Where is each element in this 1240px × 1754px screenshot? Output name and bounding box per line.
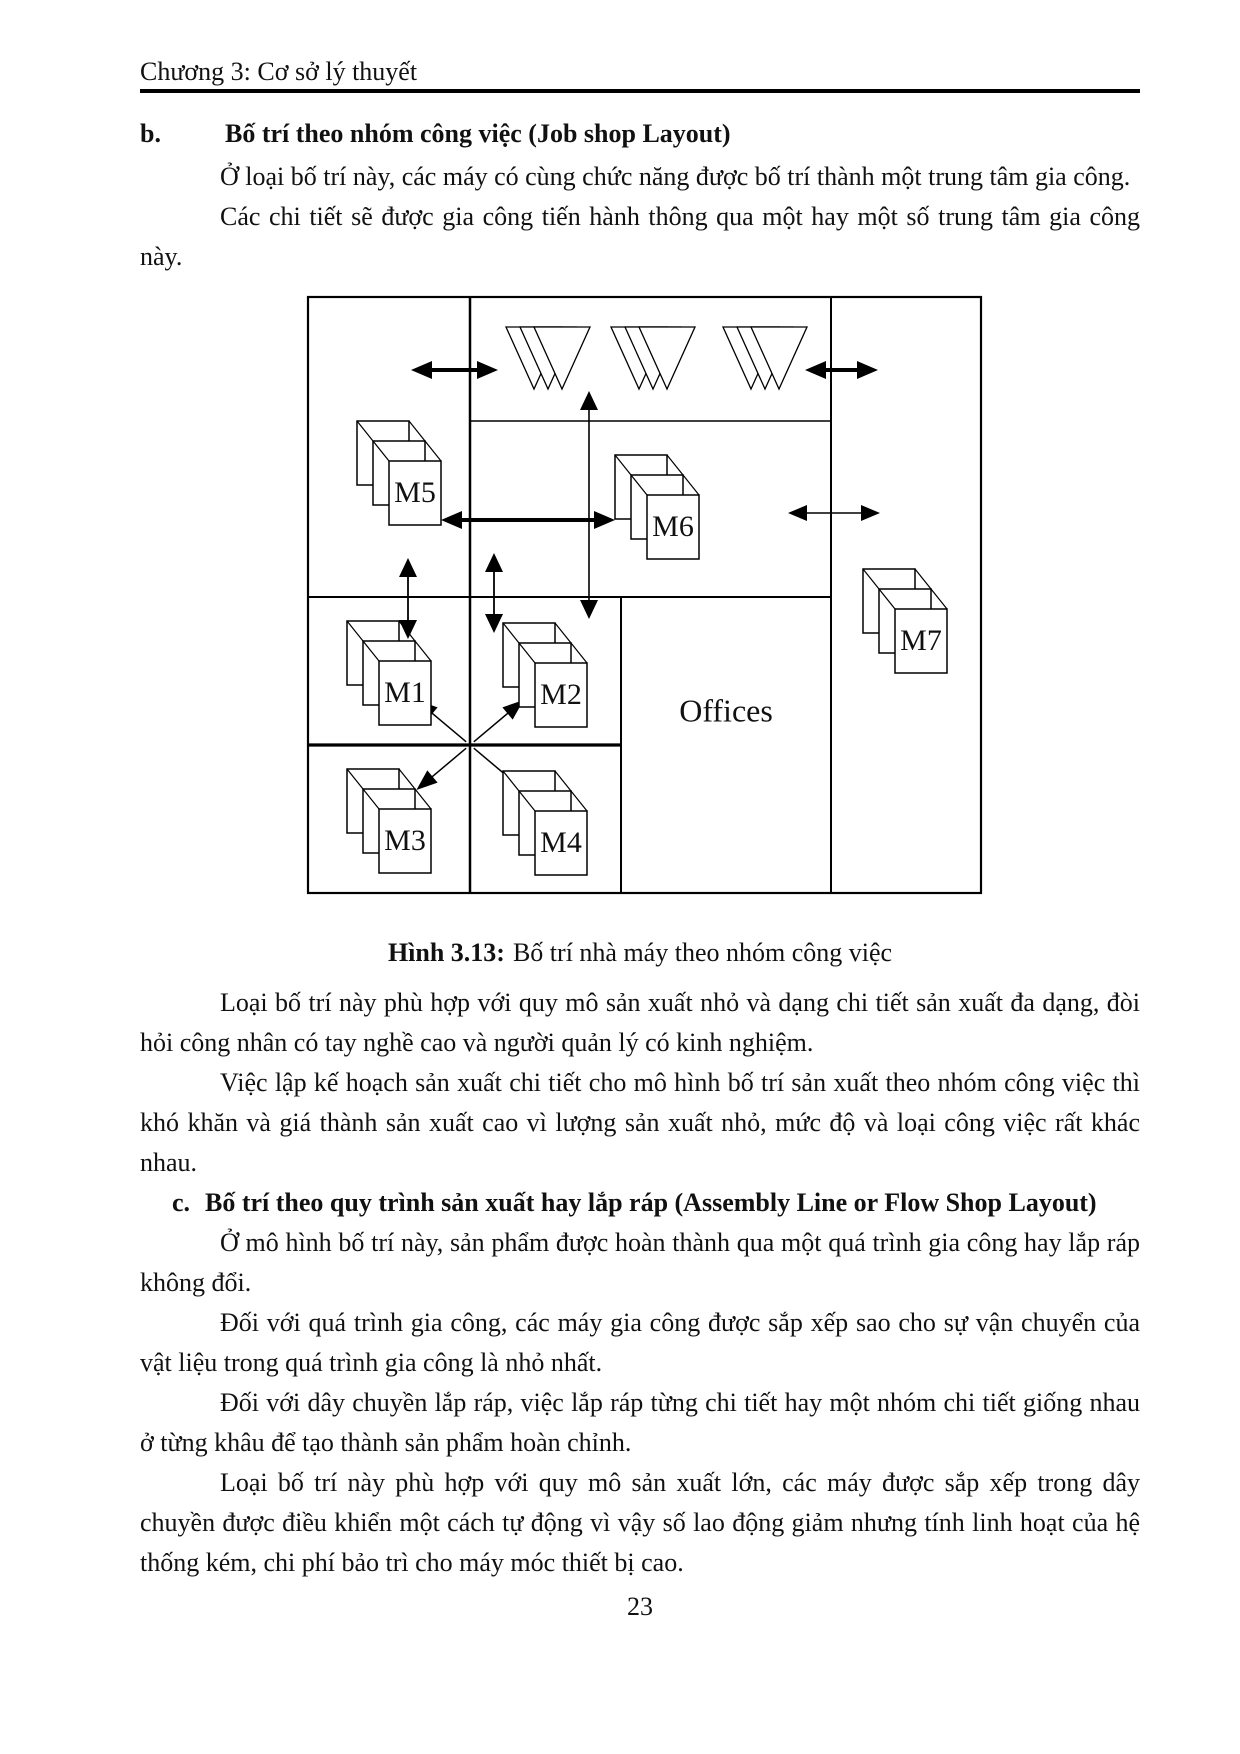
- machine-label-m2: M2: [540, 677, 582, 711]
- figure-caption: [140, 933, 1140, 973]
- figure-3-13: [305, 295, 985, 895]
- machine-label-m6: M6: [652, 509, 694, 543]
- machine-icon-m3: [347, 769, 431, 873]
- paragraph: Loại bố trí này phù hợp với quy mô sản xuất nhỏ và dạng chi tiết sản xuất đa dạng, đòi hỏi công nhân có tay nghề cao và người quản lý có kinh nghiệm.: [140, 988, 1140, 1057]
- paragraph: Đối với quá trình gia công, các máy gia công được sắp xếp sao cho sự vận chuyển của vật liệu trong quá trình gia công là nhỏ nhất.: [140, 1308, 1140, 1377]
- paragraph: Đối với dây chuyền lắp ráp, việc lắp ráp từng chi tiết hay một nhóm chi tiết giống nhau ở từng khâu để tạo thành sản phẩm hoàn chỉnh.: [140, 1388, 1140, 1457]
- section-c-heading: [140, 1183, 1140, 1223]
- paragraph: Loại bố trí này phù hợp với quy mô sản xuất lớn, các máy được sắp xếp trong dây chuyền được điều khiển một cách tự động vì vậy số lao động giảm nhưng tính linh hoạt của hệ thống kém, chi phí bảo trì cho máy móc thiết bị cao.: [140, 1468, 1140, 1577]
- figure-caption-label: Hình 3.13:: [387, 938, 505, 967]
- machine-icon-m1: [347, 621, 431, 725]
- arrow-m5-m1: [399, 558, 417, 639]
- paragraph: Các chi tiết sẽ được gia công tiến hành thông qua một hay một số trung tâm gia công này.: [140, 202, 1140, 271]
- storage-rack-icon: [611, 327, 695, 389]
- running-header: Chương 3: Cơ sở lý thuyết: [140, 57, 418, 86]
- machine-icon-m6: [615, 455, 699, 559]
- machine-label-m4: M4: [540, 825, 582, 859]
- storage-rack-icon: [506, 327, 590, 389]
- paragraph: Ở loại bố trí này, các máy có cùng chức năng được bố trí thành một trung tâm gia công.: [220, 162, 1131, 191]
- section-b-heading: [140, 117, 1140, 151]
- machine-icon-m7: [863, 569, 947, 673]
- machine-label-m1: M1: [384, 675, 426, 709]
- page-number: 23: [627, 1592, 653, 1621]
- figure-caption-text: Bố trí nhà máy theo nhóm công việc: [512, 938, 893, 967]
- header-rule: [140, 89, 1140, 93]
- machine-label-m7: M7: [900, 623, 942, 657]
- machine-label-m5: M5: [394, 475, 436, 509]
- factory-layout-diagram: [305, 295, 985, 895]
- entry-arrow-right: [805, 361, 878, 379]
- machine-icon-m5: [357, 421, 441, 525]
- machine-label-m3: M3: [384, 823, 426, 857]
- arrow-band-m2: [485, 553, 503, 633]
- section-c-marker: c.: [172, 1188, 191, 1217]
- paragraph: Ở mô hình bố trí này, sản phẩm được hoàn thành qua một quá trình gia công hay lắp ráp không đổi.: [140, 1228, 1140, 1297]
- storage-rack-icons: [506, 327, 807, 389]
- cross-arrow-lower-left: [411, 742, 471, 796]
- machine-icons-layer: [347, 421, 947, 875]
- storage-rack-icon: [723, 327, 807, 389]
- paragraph: Việc lập kế hoạch sản xuất chi tiết cho mô hình bố trí sản xuất theo nhóm công việc thì khó khăn và giá thành sản xuất cao vì lượng sản xuất nhỏ, mức độ và loại công việc rất khác nhau.: [140, 1068, 1140, 1177]
- section-b-title: Bố trí theo nhóm công việc (Job shop Layout): [225, 119, 731, 148]
- arrow-storage-m2: [580, 391, 598, 619]
- section-c-title: Bố trí theo quy trình sản xuất hay lắp ráp (Assembly Line or Flow Shop Layout): [205, 1188, 1097, 1217]
- arrow-right-column: [788, 505, 880, 521]
- machine-icon-m4: [503, 771, 587, 875]
- entry-arrow-left: [411, 361, 498, 379]
- text-column: [140, 0, 1140, 1627]
- offices-label: Offices: [679, 692, 773, 729]
- section-b-marker: b.: [140, 119, 161, 148]
